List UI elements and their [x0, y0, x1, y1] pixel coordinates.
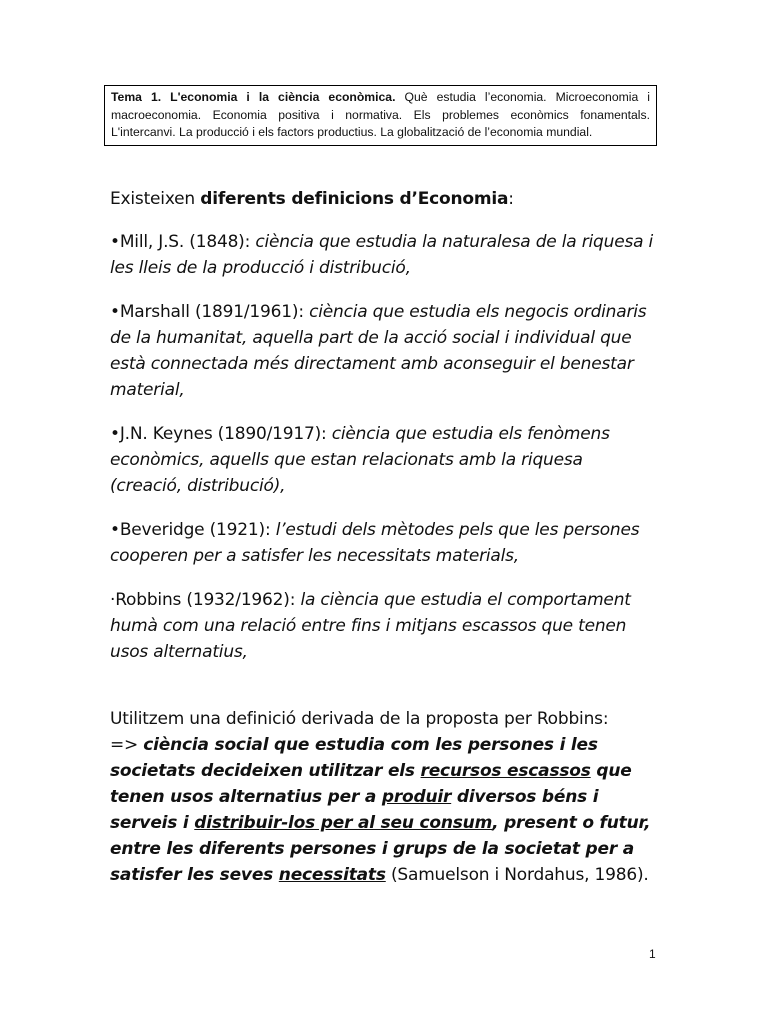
definition-author: ·Robbins (1932/1962): — [110, 590, 301, 610]
definition-item — [110, 517, 655, 569]
intro-after: : — [508, 189, 514, 209]
definition-text: l’estudi dels mètodes pels que les persones cooperen per a satisfer les necessitats materials, — [110, 520, 640, 566]
intro-before: Existeixen — [110, 189, 201, 209]
definition-item — [110, 587, 655, 665]
final-definition-paragraph — [110, 706, 655, 888]
intro-bold: diferents definicions d’Economia — [200, 189, 509, 209]
underlined-distribuir: distribuir-los per al seu consum — [194, 813, 493, 833]
intro-paragraph — [110, 186, 655, 212]
final-part2: que tenen usos alternatius per a — [110, 761, 632, 807]
definition-author: •Mill, J.S. (1848): — [110, 232, 256, 252]
topic-title: Tema 1. L'economia i la ciència econòmica. — [111, 90, 396, 104]
underlined-recursos-escassos: recursos escassos — [420, 761, 591, 781]
topic-summary: Què estudia l’economia. Microeconomia i macroeconomia. Economia positiva i normativa. Els problemes econòmics fonamentals. L'intercanvi. La producció i els factors productius. La globalització de l’economia mundial. — [111, 90, 650, 139]
underlined-produir: produir — [381, 787, 452, 807]
final-part4: , present o futur, entre les diferents persones i grups de la societat per a satisfer les seves — [110, 813, 651, 885]
definition-author: •Beveridge (1921): — [110, 520, 276, 540]
definition-item — [110, 421, 655, 499]
definition-author: •Marshall (1891/1961): — [110, 302, 310, 322]
definition-text: la ciència que estudia el comportament humà com una relació entre fins i mitjans escassos que tenen usos alternatius, — [110, 590, 631, 662]
final-part1: ciència social que estudia com les persones i les societats decideixen utilitzar els — [110, 735, 598, 781]
final-arrow: => — [110, 735, 144, 755]
page-number: 1 — [649, 947, 656, 961]
final-lead: Utilitzem una definició derivada de la proposta per Robbins: — [110, 709, 609, 729]
topic-summary-box — [104, 85, 657, 146]
definition-text: ciència que estudia els fenòmens econòmics, aquells que estan relacionats amb la riquesa (creació, distribució), — [110, 424, 610, 496]
definition-author: •J.N. Keynes (1890/1917): — [110, 424, 332, 444]
underlined-necessitats: necessitats — [278, 865, 386, 885]
final-part3: diversos béns i serveis i — [110, 787, 599, 833]
definition-text: ciència que estudia la naturalesa de la riquesa i les lleis de la producció i distribució, — [110, 232, 654, 278]
definition-item — [110, 299, 655, 403]
definition-text: ciència que estudia els negocis ordinaris de la humanitat, aquella part de la acció social i individual que està connectada més directament amb aconseguir el benestar material, — [110, 302, 647, 400]
final-citation: (Samuelson i Nordahus, 1986). — [385, 865, 649, 885]
definition-item — [110, 229, 655, 281]
